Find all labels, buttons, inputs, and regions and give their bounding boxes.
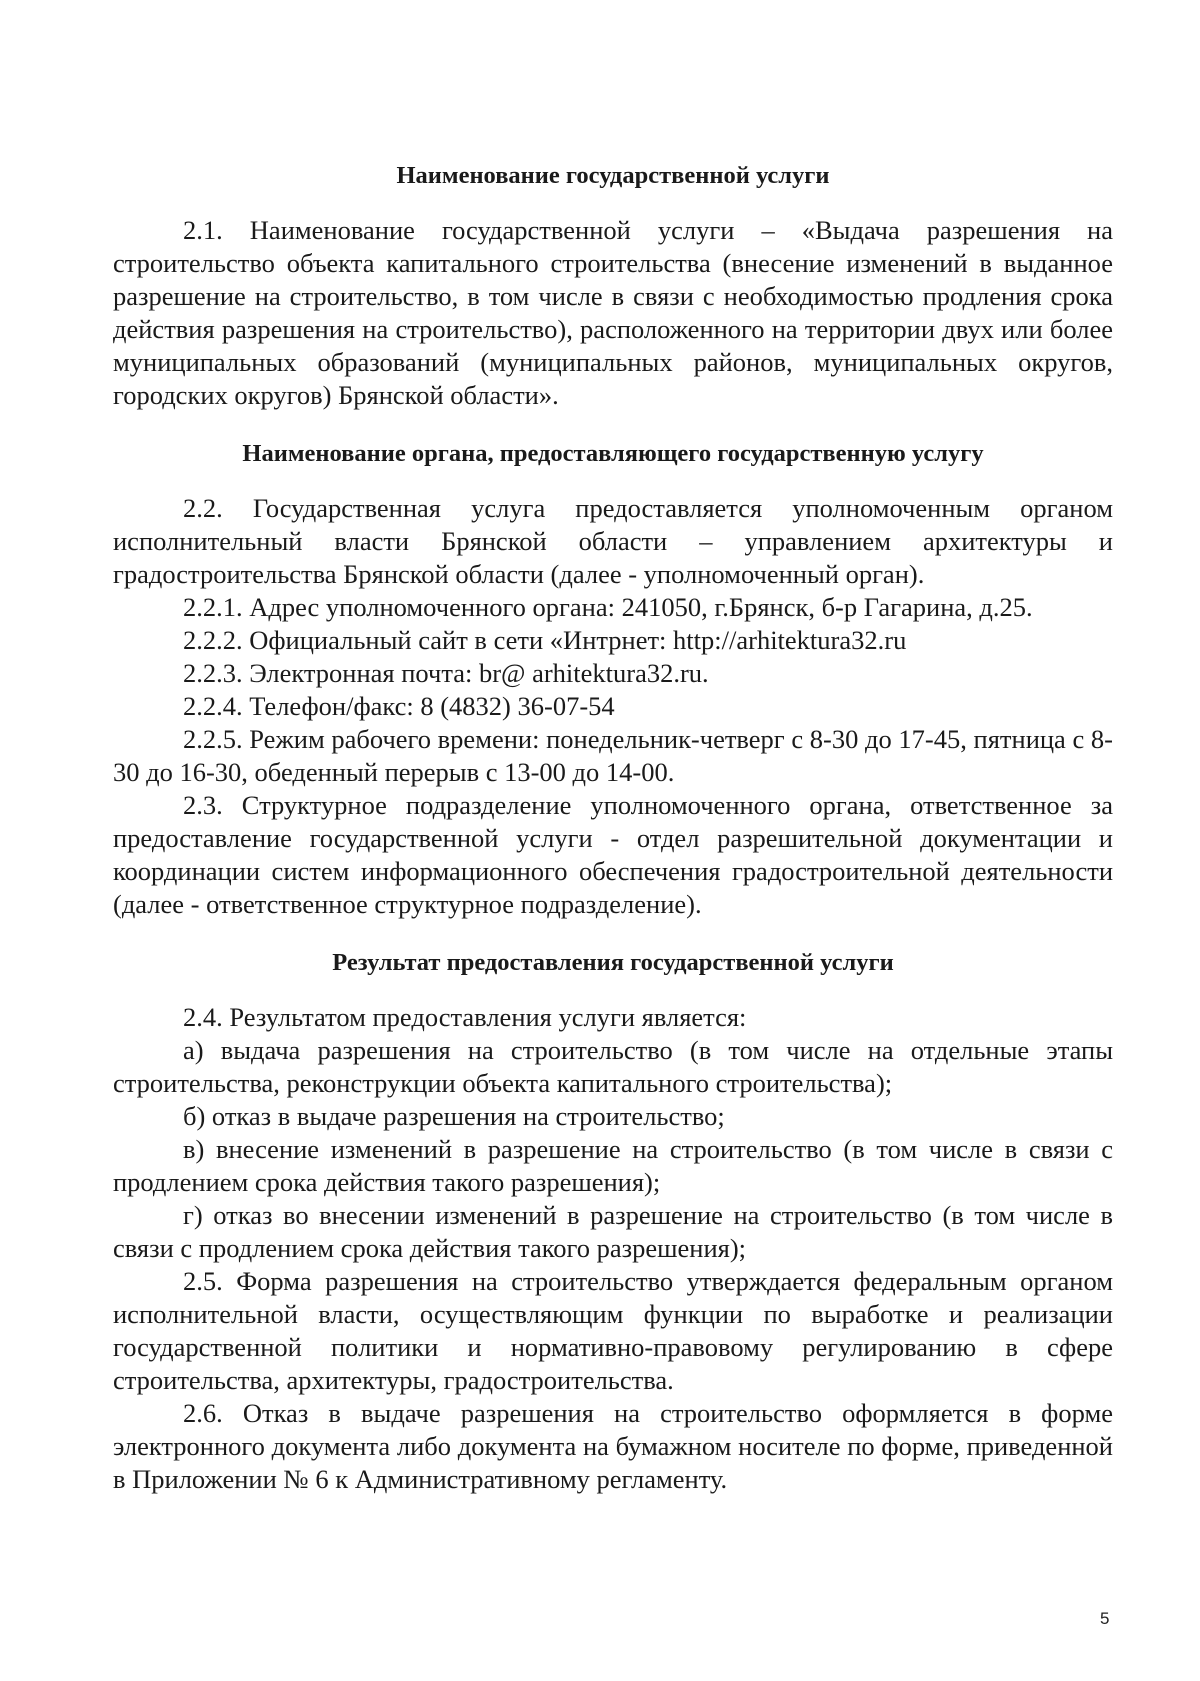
section-heading-result: Результат предоставления государственной услуги <box>332 949 894 976</box>
paragraph-2-2-1: 2.2.1. Адрес уполномоченного органа: 241050, г.Брянск, б-р Гагарина, д.25. <box>183 592 1033 622</box>
paragraph-2-2-4: 2.2.4. Телефон/факс: 8 (4832) 36-07-54 <box>183 691 615 721</box>
page-number: 5 <box>1100 1609 1110 1628</box>
section-heading-service-name: Наименование государственной услуги <box>396 162 830 189</box>
paragraph-2-6: 2.6. Отказ в выдаче разрешения на строительство оформляется в форме электронного документа либо документа на бумажном носителе по форме, приведенной в Приложении № 6 к Административному регламенту. <box>113 1398 1113 1494</box>
list-item-b: б) отказ в выдаче разрешения на строительство; <box>183 1101 725 1131</box>
section-heading-authority: Наименование органа, предоставляющего государственную услугу <box>242 440 984 467</box>
document-page <box>113 160 1113 1496</box>
paragraph-2-2-3: 2.2.3. Электронная почта: br@ arhitektura32.ru. <box>183 658 709 688</box>
list-item-g: г) отказ во внесении изменений в разрешение на строительство (в том числе в связи с продлением срока действия такого разрешения); <box>113 1200 1113 1263</box>
paragraph-2-1: 2.1. Наименование государственной услуги – «Выдача разрешения на строительство объекта капитального строительства (внесение изменений в выданное разрешение на строительство, в том числе в связи с необходимостью продления срока действия разрешения на строительство), расположенного на территории двух или более муниципальных образований (муниципальных районов, муниципальных округов, городских округов) Брянской области». <box>113 215 1113 410</box>
paragraph-2-4: 2.4. Результатом предоставления услуги является: <box>183 1002 747 1032</box>
paragraph-2-2: 2.2. Государственная услуга предоставляется уполномоченным органом исполнительный власти Брянской области – управлением архитектуры и градостроительства Брянской области (далее - уполномоченный орган). <box>113 493 1113 589</box>
paragraph-2-2-5: 2.2.5. Режим рабочего времени: понедельник-четверг с 8-30 до 17-45, пятница с 8-30 до 16-30, обеденный перерыв с 13-00 до 14-00. <box>113 724 1113 787</box>
paragraph-2-3: 2.3. Структурное подразделение уполномоченного органа, ответственное за предоставление государственной услуги - отдел разрешительной документации и координации систем информационного обеспечения градостроительной деятельности (далее - ответственное структурное подразделение). <box>113 790 1113 919</box>
paragraph-2-2-2: 2.2.2. Официальный сайт в сети «Интрнет: http://arhitektura32.ru <box>183 625 907 655</box>
list-item-v: в) внесение изменений в разрешение на строительство (в том числе в связи с продлением срока действия такого разрешения); <box>113 1134 1113 1197</box>
list-item-a: а) выдача разрешения на строительство (в том числе на отдельные этапы строительства, реконструкции объекта капитального строительства); <box>113 1035 1113 1098</box>
paragraph-2-5: 2.5. Форма разрешения на строительство утверждается федеральным органом исполнительной власти, осуществляющим функции по выработке и реализации государственной политики и нормативно-правовому регулированию в сфере строительства, архитектуры, градостроительства. <box>113 1266 1113 1395</box>
